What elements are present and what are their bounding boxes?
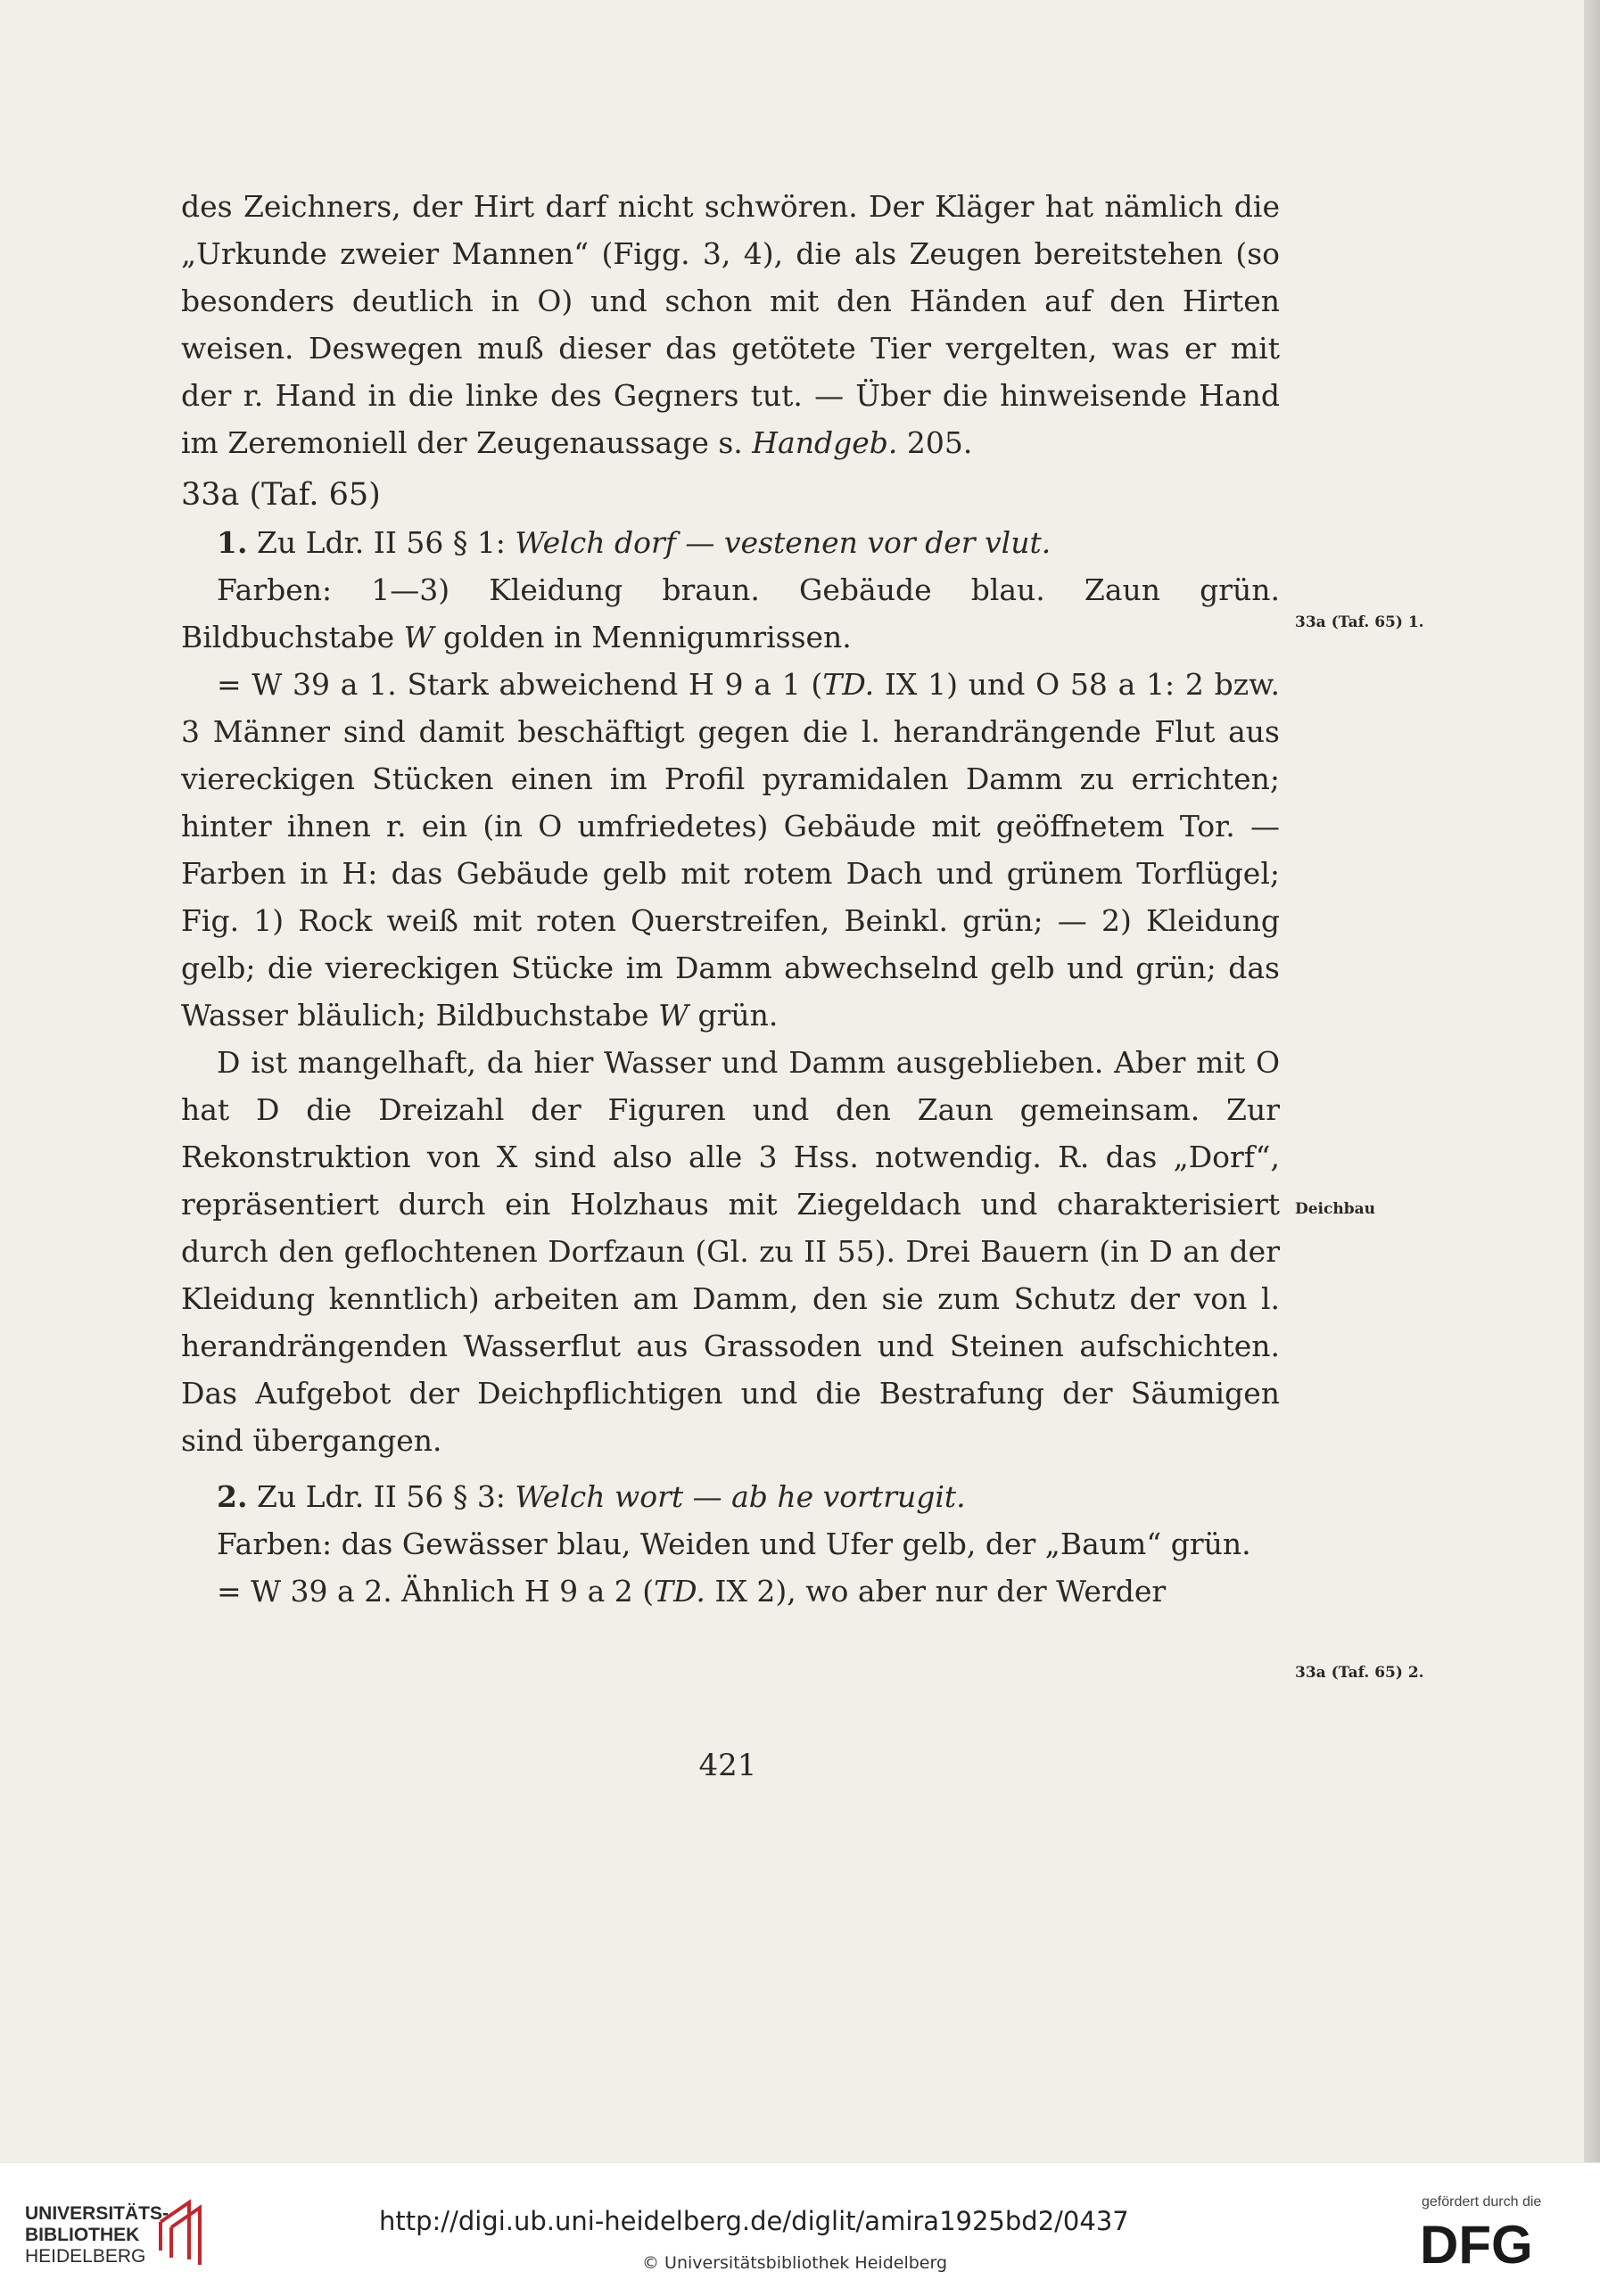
paragraph-3: = W 39 a 1. Stark abweichend H 9 a 1 (TD. IX 1) und O 58 a 1: 2 bzw. 3 Männer sind damit beschäftigt gegen die l. herandrängende Flut aus viereckigen Stücken einen im Profil pyramidalen Damm zu errichten; hinter ihnen r. ein (in O umfriedetes) Gebäude mit geöffnetem Tor. — Farben in H: das Gebäude gelb mit rotem Dach und grünem Torflügel; Fig. 1) Rock weiß mit roten Querstreifen, Beinkl. grün; — 2) Kleidung gelb; die viereckigen Stücke im Damm abwechselnd gelb und grün; das Wasser bläulich; Bildbuchstabe W grün. [181, 667, 1280, 1033]
page-edge [1584, 0, 1600, 2162]
paragraph-5: Farben: das Gewässer blau, Weiden und Ufer gelb, der „Baum“ grün. [217, 1527, 1251, 1561]
margin-note-deichbau: Deichbau [1295, 1200, 1375, 1218]
library-name: UNIVERSITÄTS- BIBLIOTHEK HEIDELBERG [25, 2203, 169, 2267]
permalink[interactable]: http://digi.ub.uni-heidelberg.de/diglit/amira1925bd2/0437 [379, 2206, 1129, 2236]
margin-note-2: 33a (Taf. 65) 2. [1295, 1664, 1424, 1682]
item-1-heading: 1. Zu Ldr. II 56 § 1: Welch dorf — vestenen vor der vlut. [217, 525, 1052, 560]
page-number: 421 [698, 1748, 757, 1783]
paragraph-2: Farben: 1—3) Kleidung braun. Gebäude blau. Zaun grün. Bildbuchstabe W golden in Mennigumrissen. [181, 572, 1280, 654]
library-logo-icon [153, 2195, 216, 2267]
margin-note-1: 33a (Taf. 65) 1. [1295, 613, 1424, 631]
funded-by-label: gefördert durch die [1422, 2194, 1542, 2210]
reference-handgeb: Handgeb. [752, 425, 898, 460]
copyright-notice: © Universitätsbibliothek Heidelberg [642, 2253, 948, 2273]
paragraph-6: = W 39 a 2. Ähnlich H 9 a 2 (TD. IX 2), wo aber nur der Werder [217, 1574, 1167, 1609]
viewer-footer [0, 2162, 1600, 2296]
item-2-heading: 2. Zu Ldr. II 56 § 3: Welch wort — ab he vortrugit. [217, 1479, 966, 1514]
item-2-quote: Welch wort — ab he vortrugit. [515, 1479, 966, 1514]
main-text [181, 183, 1280, 1615]
dfg-logo-text: DFG [1420, 2217, 1533, 2270]
paragraph-4: D ist mangelhaft, da hier Wasser und Damm ausgeblieben. Aber mit O hat D die Dreizahl der Figuren und den Zaun gemeinsam. Zur Rekonstruktion von X sind also alle 3 Hss. notwendig. R. das „Dorf“, repräsentiert durch ein Holzhaus mit Ziegeldach und charakterisiert durch den geflochtenen Dorfzaun (Gl. zu II 55). Drei Bauern (in D an der Kleidung kenntlich) arbeiten am Damm, den sie zum Schutz der von l. herandrängenden Wasserflut aus Grassoden und Steinen aufschichten. Das Aufgebot der Deichpflichtigen und die Bestrafung der Säumigen sind übergangen. [181, 1045, 1280, 1458]
item-1-quote: Welch dorf — vestenen vor der vlut. [515, 525, 1052, 560]
paragraph-1: des Zeichners, der Hirt darf nicht schwören. Der Kläger hat nämlich die „Urkunde zweier Mannen“ (Figg. 3, 4), die als Zeugen bereitstehen (so besonders deutlich in O) und schon mit den Händen auf den Hirten weisen. Deswegen muß dieser das getötete Tier vergelten, was er mit der r. Hand in die linke des Gegners tut. — Über die hinweisende Hand im Zeremoniell der Zeugenaussage s. Handgeb. 205. [181, 189, 1280, 460]
dfg-logo-icon [1420, 2217, 1567, 2270]
section-heading: 33a (Taf. 65) [181, 477, 381, 513]
